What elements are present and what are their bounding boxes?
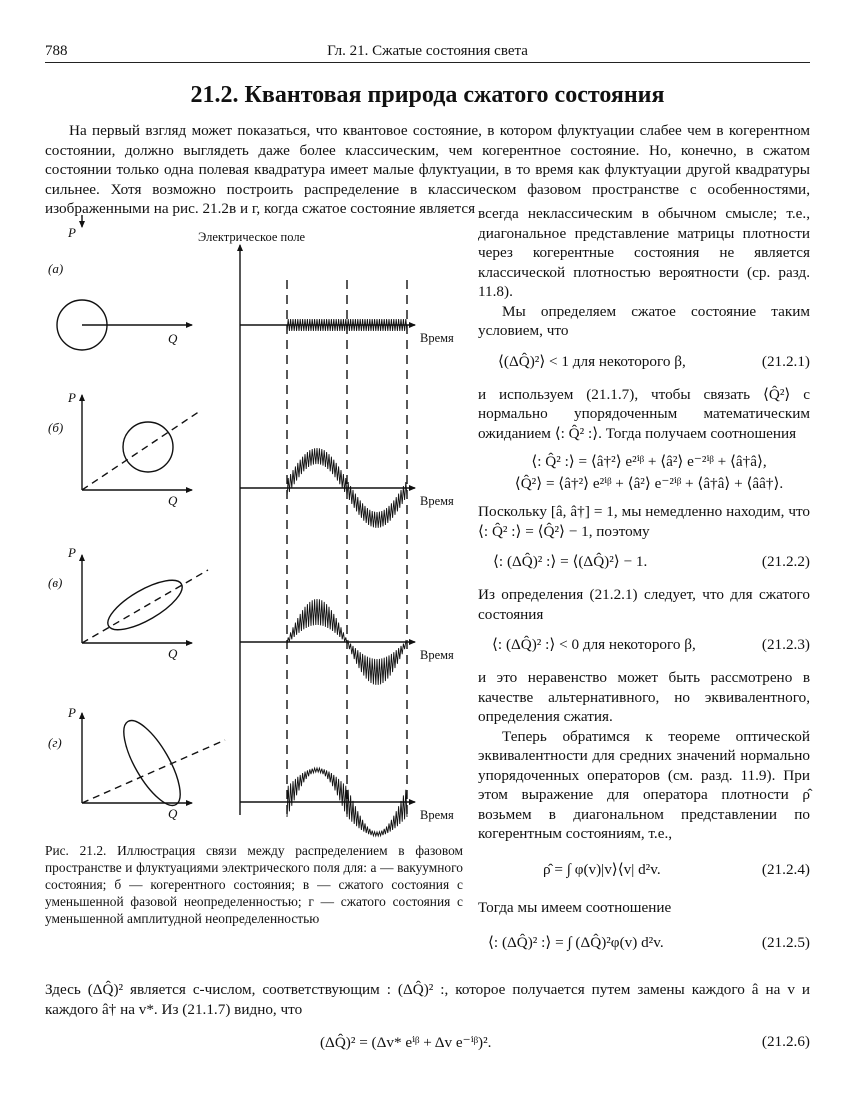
bottom-paragraph: Здесь (ΔQ̂)² является c-числом, соответствующим : (ΔQ̂)² :, которое получается путем замены каждого â на v и каждого â† на v*. Из (21.1.7) видно, что bbox=[45, 981, 810, 1018]
figure-caption: Рис. 21.2. Иллюстрация связи между распределением в фазовом пространстве и флуктуациями электрического поля для: а — вакуумного состояния; б — когерентного состояния; в — сжатого состояния с уменьшенной фазовой неопределенностью; г — сжатого состояния с уменьшенной амплитудной неопределенностью bbox=[45, 843, 463, 926]
page-header bbox=[45, 40, 810, 63]
equation-21-2-3: ⟨: (ΔQ̂)² :⟩ < 0 для некоторого β, (21.2.3) bbox=[492, 636, 810, 653]
paragraph: Теперь обратимся к теореме оптической эквивалентности для средних значений нормально упорядоченных операторов (см. разд. 11.9). При этом выражение для оператора плотности ρ̂ возьмем в диагональном представлении по когерентным состояниям, т.е., bbox=[478, 727, 810, 842]
equation-block: ⟨: Q̂² :⟩ = ⟨â†²⟩ e²ⁱᵝ + ⟨â²⟩ e⁻²ⁱᵝ + ⟨â†â⟩, ⟨Q̂²⟩ = ⟨â†²⟩ e²ⁱᵝ + ⟨â²⟩ e⁻²ⁱᵝ + ⟨â†â⟩ + ⟨ââ†⟩. bbox=[514, 453, 784, 492]
paragraph: и это неравенство может быть рассмотрено в качестве альтернативного, но эквивалентного, определения сжатия. bbox=[478, 669, 810, 725]
axis-q-label-a: Q bbox=[168, 331, 178, 346]
page-number: 788 bbox=[45, 43, 68, 59]
time-label-a: Время bbox=[420, 331, 454, 345]
paragraph: Из определения (21.2.1) следует, что для сжатого состояния bbox=[478, 586, 810, 623]
axis-p-label-c: P bbox=[68, 545, 76, 560]
time-label-d: Время bbox=[420, 808, 454, 822]
running-title: Гл. 21. Сжатые состояния света bbox=[327, 43, 528, 59]
panel-label-d: (г) bbox=[48, 735, 62, 750]
equation-21-2-5: ⟨: (ΔQ̂)² :⟩ = ∫ (ΔQ̂)²φ(v) d²v. (21.2.5) bbox=[488, 934, 810, 951]
equation-21-2-4: ρ̂ = ∫ φ(v)|v⟩⟨v| d²v. (21.2.4) bbox=[543, 860, 810, 878]
axis-q-label-b: Q bbox=[168, 493, 178, 508]
equation-21-2-6: (ΔQ̂)² = (Δv* eⁱᵝ + Δv e⁻ⁱᵝ)². (21.2.6) bbox=[320, 1033, 810, 1051]
paragraph: Поскольку [â, â†] = 1, мы немедленно находим, что ⟨: Q̂² :⟩ = ⟨Q̂²⟩ − 1, поэтому bbox=[478, 503, 810, 540]
axis-p-label-d: P bbox=[68, 705, 76, 720]
axis-p-label-a: P bbox=[68, 225, 76, 240]
axis-q-label-d: Q bbox=[168, 806, 178, 821]
right-column bbox=[478, 204, 810, 953]
time-label-b: Время bbox=[420, 494, 454, 508]
time-label-c: Время bbox=[420, 648, 454, 662]
panel-label-c: (в) bbox=[48, 575, 63, 590]
section-title: 21.2. Квантовая природа сжатого состояния bbox=[190, 82, 665, 108]
axis-p-label-b: P bbox=[68, 390, 76, 405]
panel-label-b: (б) bbox=[48, 420, 64, 435]
panel-label-a: (а) bbox=[48, 261, 64, 276]
paragraph: Мы определяем сжатое состояние таким условием, что bbox=[478, 302, 810, 339]
equation-21-2-2: ⟨: (ΔQ̂)² :⟩ = ⟨(ΔQ̂)²⟩ − 1. (21.2.2) bbox=[493, 553, 810, 570]
paragraph: всегда неклассическим в обычном смысле; т.е., диагональное представление матрицы плотности через когерентные состояния не является классической плотностью вероятности (ср. разд. 11.8). bbox=[478, 205, 810, 300]
equation-21-2-1: ⟨(ΔQ̂)²⟩ < 1 для некоторого β, (21.2.1) bbox=[498, 352, 810, 370]
intro-paragraph: На первый взгляд может показаться, что квантовое состояние, в котором флуктуации слабее чем в когерентном состоянии, должно выглядеть даже более классическим, чем когерентное состояние. Но, конечно, в сжатом состоянии только одна полевая квадратура имеет малые флуктуации, в то время как флуктуации другой квадратуры сильнее. Хотя возможно построить распределение в классическом фазовом пространстве с особенностями, изображенными на рис. 21.2в и г, когда сжатое состояние является bbox=[45, 122, 810, 217]
field-axis-label: Электрическое поле bbox=[198, 230, 306, 244]
axis-q-label-c: Q bbox=[168, 646, 178, 661]
figure-21-2 bbox=[40, 215, 465, 840]
paragraph: Тогда мы имеем соотношение bbox=[478, 898, 672, 916]
paragraph: и используем (21.1.7), чтобы связать ⟨Q̂²⟩ с нормально упорядоченным математическим ожиданием ⟨: Q̂² :⟩. Тогда получаем соотношения bbox=[478, 385, 810, 442]
